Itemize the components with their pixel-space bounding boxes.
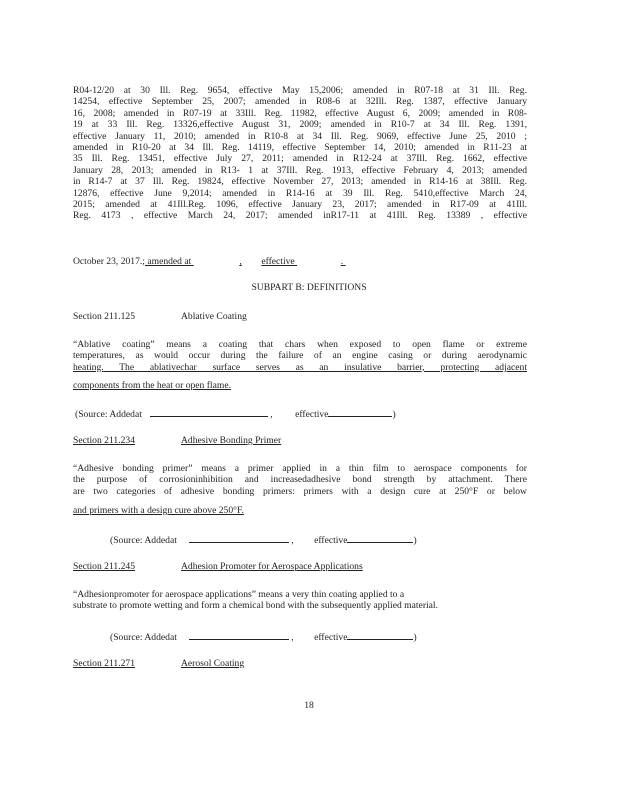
definition-line: “Adhesionpromoter for aerospace applications” means a very thin coating applied to a (73, 589, 405, 600)
history-line: in R14-7 at 37 Ill. Reg. 19824, effective November 27, 2013; amended in R14-16 at 38Ill. Reg. (73, 176, 527, 188)
section-title: Ablative Coating (181, 311, 247, 322)
section-number: Section 211.271 (73, 658, 135, 669)
section-title: Adhesion Promoter for Aerospace Applications (181, 561, 363, 572)
blank-field (328, 407, 392, 417)
definition-line: heating. The ablativechar surface serves as an insulative barrier, protecting adjacent (73, 361, 527, 373)
history-line: 2015; amended at 41Ill.Reg. 1096, effective January 23, 2017; amended in R17-09 at 41Ill. (73, 199, 527, 211)
section-title: Aerosol Coating (181, 658, 245, 669)
history-line: amended in R10-20 at 34 Ill. Reg. 14119, effective September 14, 2010; amended in R11-23 at (73, 142, 527, 154)
subpart-heading: SUBPART B: DEFINITIONS (251, 282, 367, 293)
definition-line: “Adhesive bonding primer” means a primer applied in a thin film to aerospace components for (73, 463, 527, 474)
history-line: 19 at 33 Ill. Reg. 13326,effective August 31, 2009; amended in R10-7 at 34 Ill. Reg. 1391, (73, 119, 527, 131)
section-title: Adhesive Bonding Primer (181, 435, 282, 446)
section-number: Section 211.245 (73, 561, 135, 572)
blank-field (191, 256, 239, 267)
history-line: 12876, effective June 9,2014; amended in R14-16 at 39 Ill. Reg. 5410,effective March 24, (73, 187, 527, 199)
page-number: 18 (304, 700, 314, 711)
blank-field (347, 630, 413, 640)
history-last-line: October 23, 2017.; amended at , effective . (73, 256, 344, 267)
history-date: October 23, 2017.; (73, 256, 145, 267)
definition-paragraph (73, 339, 527, 373)
definition-line: temperatures, as would occur during the failure of an engine casing or during aerodynamic (73, 350, 527, 362)
definition-line: substrate to promote wetting and form a chemical bond with the subsequently applied material. (73, 600, 438, 612)
definition-line: “Ablative coating” means a coating that chars when exposed to open flame or extreme (73, 339, 527, 350)
history-line: R04-12/20 at 30 Ill. Reg. 9654, effective May 15,2006; amended in R07-18 at 31 Ill. Reg. (73, 85, 527, 96)
history-effective: effective (261, 256, 295, 267)
blank-field (295, 256, 341, 267)
definition-line: and primers with a design cure above 250°F. (73, 505, 244, 516)
definition-paragraph (73, 589, 527, 612)
history-line: January 28, 2013; amended in R13- 1 at 37Ill. Reg. 1913, effective February 4, 2013; amended (73, 164, 527, 176)
definition-line: components from the heat or open flame. (73, 380, 231, 391)
blank-field (150, 407, 268, 417)
section-number: Section 211.125 (73, 311, 135, 322)
history-amended-at: amended at (144, 256, 192, 267)
history-paragraph (73, 85, 527, 222)
source-note: (Source: Addedat , effective ) (75, 409, 396, 420)
source-note: (Source: Addedat , effective ) (110, 535, 417, 546)
definition-line: are two categories of adhesive bonding primers: primers with a design cure at 250°F or below (73, 485, 527, 497)
blank-field (347, 533, 413, 543)
history-line: 35 Ill. Reg. 13451, effective July 27, 2011; amended in R12-24 at 37Ill. Reg. 1662, effective (73, 153, 527, 165)
blank-field (189, 630, 289, 640)
section-number: Section 211.234 (73, 435, 135, 446)
history-line: effective January 11, 2010; amended in R10-8 at 34 Ill. Reg. 9069, effective June 25, 2010 ; (73, 130, 527, 142)
definition-line: the purpose of corrosioninhibition and increasedadhesive bond strength by attachment. There (73, 474, 527, 486)
history-line: 16, 2008; amended in R07-19 at 33Ill. Reg. 11982, effective August 6, 2009; amended in R08- (73, 107, 527, 119)
history-line: Reg. 4173 , effective March 24, 2017; amended inR17-11 at 41Ill. Reg. 13389 , effective (73, 210, 527, 222)
history-line: 14254, effective September 25, 2007; amended in R08-6 at 32Ill. Reg. 1387, effective January (73, 96, 527, 108)
blank-field (189, 533, 289, 543)
source-note: (Source: Addedat , effective ) (110, 632, 417, 643)
definition-paragraph (73, 463, 527, 497)
